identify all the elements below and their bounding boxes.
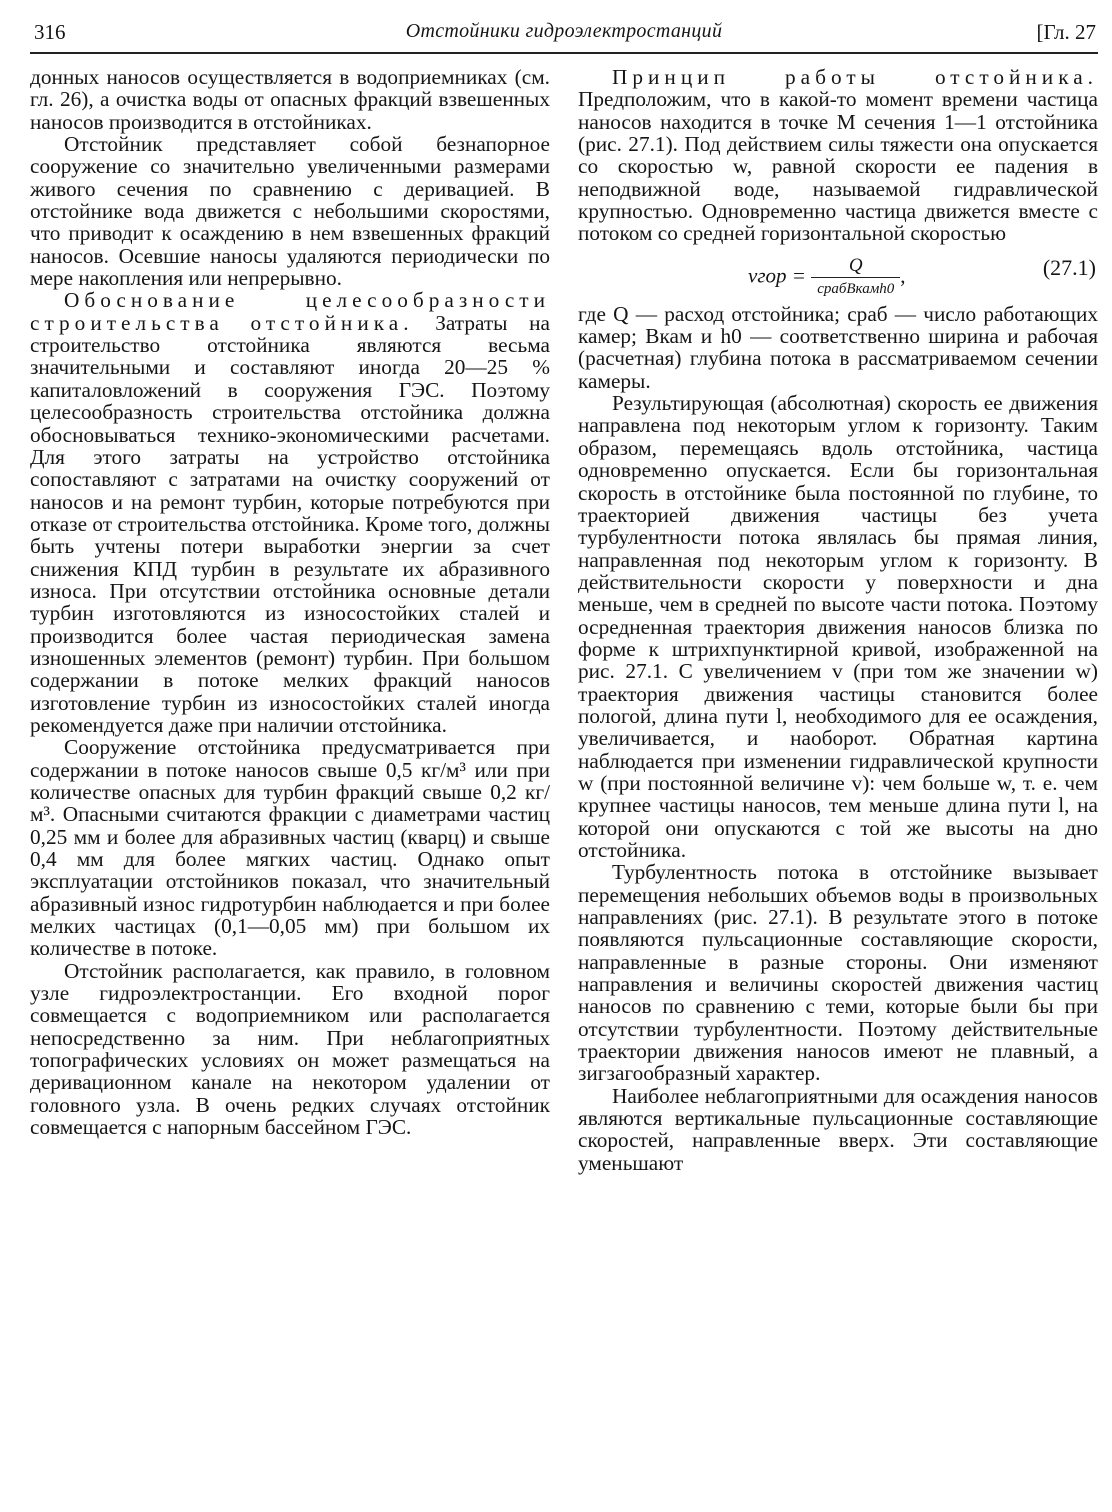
section-heading: Обоснование целесообразности строительства отстойника. [30, 288, 550, 335]
equation-number: (27.1) [1042, 254, 1096, 280]
equation-numerator: Q [848, 254, 863, 276]
equation-formula: vгор = $\frac{Q}{\text{cрабBкамh0}}$ , [748, 255, 906, 301]
paragraph: донных наносов осуществляется в водоприемниках (см. гл. 26), а очистка воды от опасных фракций взвешенных наносов производится в отстойниках. [30, 65, 550, 134]
chapter-marker: [Гл. 27 [1036, 20, 1096, 44]
paragraph: Сооружение отстойника предусматривается при содержании в потоке наносов свыше 0,5 кг/м³ или при количестве опасных для турбин фракций свыше 0,2 кг/м³. Опасными считаются фракции с диаметрами частиц 0,25 мм и более для абразивных частиц (кварц) и свыше 0,4 мм для более мягких частиц. Однако опыт эксплуатации отстойников показал, что значительный абразивный износ гидротурбин наблюдается и при более мелких частицах (0,1—0,05 мм) при большом их количестве в потоке. [30, 735, 550, 961]
paragraph: где Q — расход отстойника; cраб — число работающих камер; Bкам и h0 — соответственно ширина и рабочая (расчетная) глубина потока в рассматриваемом сечении камеры. [578, 301, 1098, 393]
equation-fraction [811, 255, 900, 301]
paragraph: Отстойник представляет собой безнапорное сооружение со значительно увеличенными размерами живого сечения по сравнению с деривацией. В отстойнике вода движется с небольшими скоростями, что приводит к осаждению в нем взвешенных фракций наносов. Осевшие наносы удаляются периодически по мере накопления или непрерывно. [30, 132, 550, 291]
running-title: Отстойники гидроэлектростанций [405, 20, 723, 42]
paragraph-text: Предположим, что в какой-то момент времени частица наносов находится в точке М сечения 1—1 отстойника (рис. 27.1). Под действием силы тяжести она опускается со скоростью w, равной скорости ее падения в неподвижной воде, называемой гидравлической крупностью. Одновременно частица движется вместе с потоком со средней горизонтальной скоростью [578, 87, 1098, 246]
paragraph: Турбулентность потока в отстойнике вызывает перемещения небольших объемов воды в произвольных направлениях (рис. 27.1). В результате этого в потоке появляются пульсационные составляющие скорости, направленные в разные стороны. Они изменяют направления и величины скоростей движения частиц наносов по сравнению с теми, которые были бы при отсутствии турбулентности. Поэтому действительные траектории движения наносов имеют не плавный, а зигзагообразный характер. [578, 860, 1098, 1086]
left-column [30, 66, 550, 1139]
paragraph-text: Затраты на строительство отстойника являются весьма значительными и составляют иногда 20—25 % капиталовложений в сооружения ГЭС. Поэтому целесообразность строительства отстойника должна обосновываться технико-экономическими расчетами. Для этого затраты на устройство отстойника сопоставляют с затратами на очистку сооружений от наносов и на ремонт турбин, которые потребуются при отказе от строительства отстойника. Кроме того, должны быть учтены потери выработки энергии за счет снижения КПД турбин в результате их абразивного износа. При отсутствии отстойника основные детали турбин изготовляются из износостойких сталей и производится более частая периодическая замена изношенных элементов (ремонт) турбин. При большом содержании в потоке мелких фракций наносов изготовление турбин из износостойких сталей иногда рекомендуется даже при наличии отстойника. [30, 310, 550, 737]
equation [578, 249, 1098, 297]
paragraph: Наиболее неблагоприятными для осаждения наносов являются вертикальные пульсационные составляющие скоростей, направленные вверх. Эти составляющие уменьшают [578, 1083, 1098, 1175]
equation-lhs: vгор = [748, 263, 806, 288]
paragraph [30, 289, 550, 736]
equation-denominator: cрабBкамh0 [811, 277, 900, 300]
paragraph: Результирующая (абсолютная) скорость ее движения направлена под некоторым углом к горизонту. Таким образом, перемещаясь вдоль отстойника, частица одновременно опускается. Если бы горизонтальная скорость в отстойнике была постоянной по глубине, то траекторией движения частицы без учета турбулентности потока являлась бы прямая линия, направленная под некоторым углом к горизонту. В действительности скорости у поверхности и дна меньше, чем в средней по высоте части потока. Поэтому осредненная траектория движения наносов близка по форме к штрихпунктирной кривой, изображенной на рис. 27.1. С увеличением v (при том же значении w) траектория движения частицы становится более пологой, длина пути l, необходимого для ее осаждения, увеличивается, и наоборот. Обратная картина наблюдается при изменении гидравлической крупности w (при постоянной величине v): чем больше w, т. е. чем крупнее частицы наносов, тем меньше длина пути l, на которой они опускаются с той же высоты на дно отстойника. [578, 391, 1098, 862]
page-header [30, 18, 1098, 54]
section-heading: Принцип работы отстойника. [612, 65, 1098, 89]
paragraph: Отстойник располагается, как правило, в головном узле гидроэлектростанции. Его входной порог совмещается с водоприемником или располагается непосредственно за ним. При неблагоприятных топографических условиях он может размещаться на деривационном канале на некотором удалении от головного узла. В очень редких случаях отстойник совмещается с напорным бассейном ГЭС. [30, 958, 550, 1140]
page-number: 316 [34, 20, 66, 44]
right-column [578, 66, 1098, 1174]
paragraph [578, 66, 1098, 245]
